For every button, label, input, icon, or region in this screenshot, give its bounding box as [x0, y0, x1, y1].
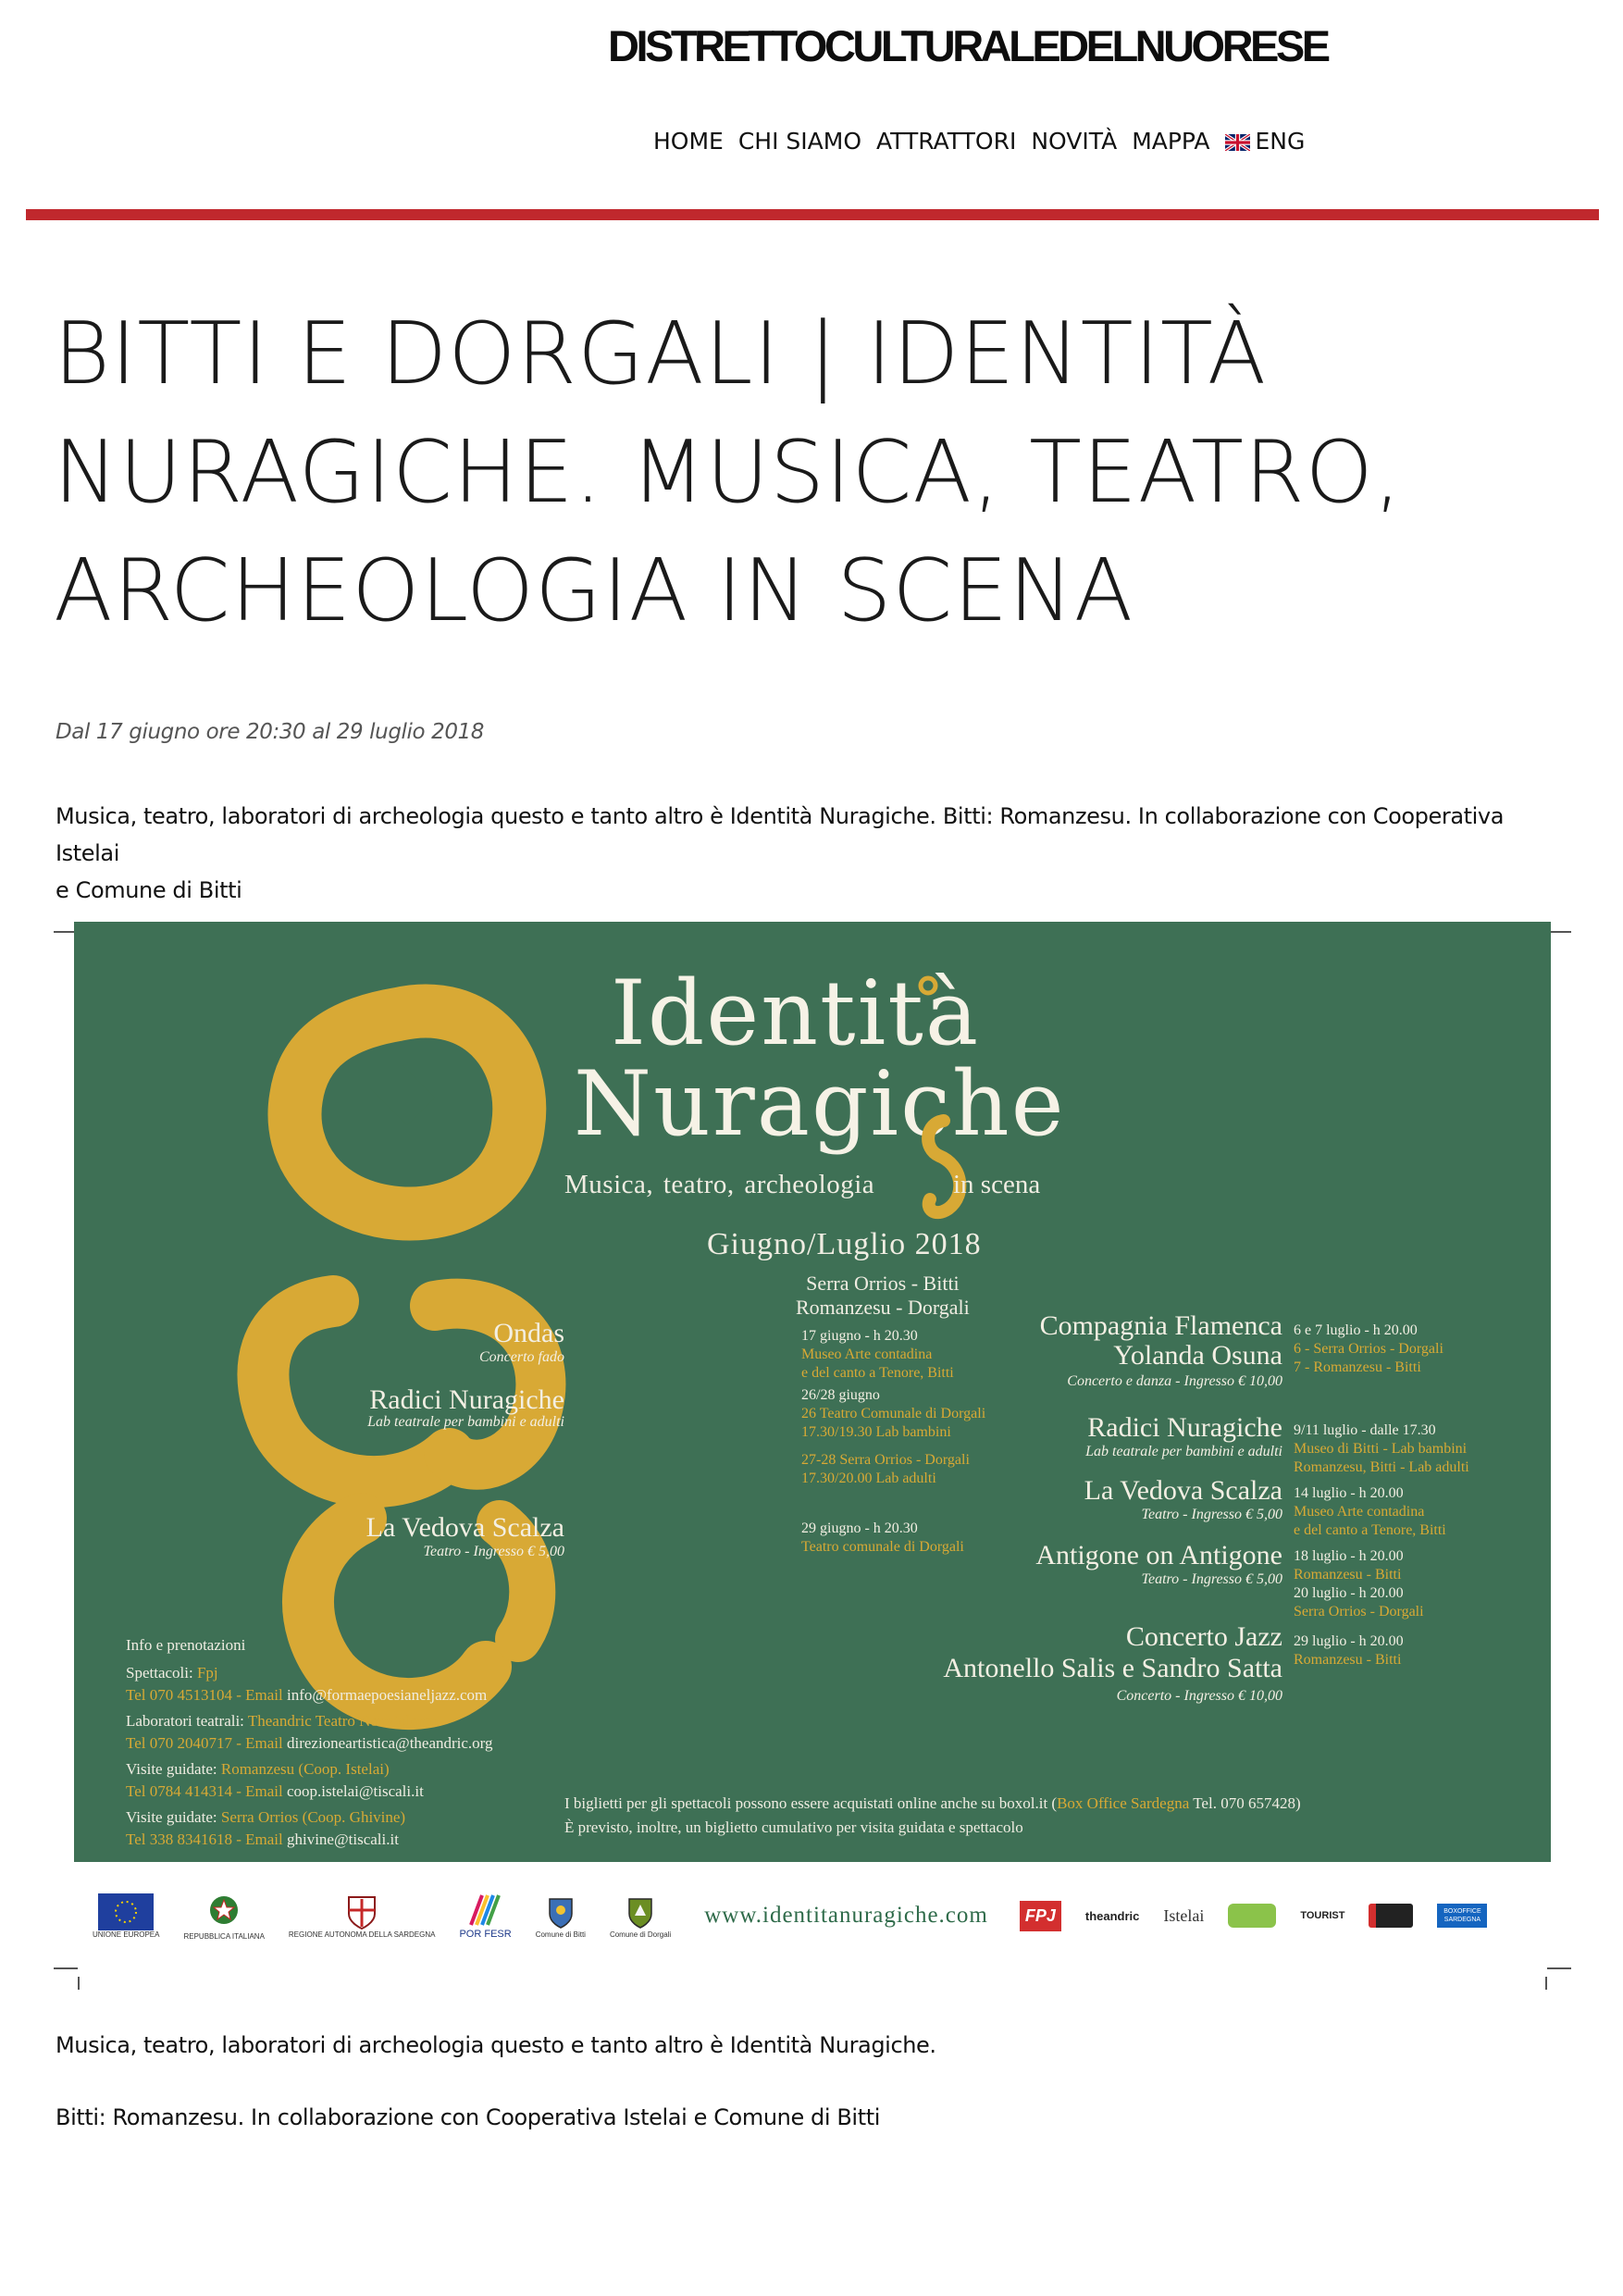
event-note: Lab teatrale per bambini e adulti — [1085, 1444, 1282, 1459]
comune-dorgali-logo — [610, 1893, 671, 1939]
italy-emblem-icon — [205, 1892, 242, 1932]
article-intro-line: e Comune di Bitti — [56, 877, 242, 903]
logo-caption: REPUBBLICA ITALIANA — [183, 1931, 265, 1941]
poster-artwork — [74, 922, 1551, 1862]
por-fesr-icon — [465, 1892, 506, 1929]
logo-caption: Istelai — [1163, 1905, 1205, 1925]
info-value: Fpj — [196, 1664, 218, 1682]
event-details — [801, 1520, 964, 1557]
fpj-logo — [1020, 1901, 1061, 1931]
poster-place: Serra Orrios - Bitti — [806, 1272, 960, 1295]
tickets-phone: Tel. 070 657428) — [1189, 1794, 1301, 1812]
info-value: Theandric Teatro Nonviolento — [247, 1712, 439, 1730]
poster-title — [574, 962, 1066, 1156]
crop-mark — [54, 1967, 78, 1969]
logo-caption: UNIONE EUROPEA — [93, 1930, 160, 1939]
logo-caption: TOURIST — [1300, 1910, 1345, 1921]
info-label: Laboratori teatrali: — [126, 1712, 248, 1730]
event-detail: 7 - Romanzesu - Bitti — [1294, 1359, 1421, 1375]
site-title[interactable]: DISTRETTOCULTURALEDELNUORESE — [608, 21, 1328, 70]
event-detail: e del canto a Tenore, Bitti — [801, 1365, 954, 1381]
tickets-text: I biglietti per gli spettacoli possono essere acquistati online anche su boxol.it ( — [564, 1794, 1058, 1812]
event-details — [1294, 1484, 1446, 1540]
nav-language-label: ENG — [1255, 128, 1306, 155]
event-note: Teatro - Ingresso € 5,00 — [1141, 1571, 1282, 1587]
event-name: Concerto Jazz — [1125, 1621, 1282, 1652]
eu-flag-icon — [98, 1893, 154, 1930]
event-detail: Museo Arte contadina — [801, 1347, 933, 1362]
radio-logo — [1369, 1904, 1413, 1928]
istelai-logo — [1163, 1906, 1204, 1926]
article-title — [54, 294, 1534, 650]
info-value: Serra Orrios (Coop. Ghivine) — [220, 1808, 406, 1826]
event-detail: Museo di Bitti - Lab bambini — [1294, 1441, 1468, 1457]
event-details — [1294, 1547, 1424, 1621]
poster-period: Giugno/Luglio 2018 — [707, 1227, 982, 1261]
event-detail: 6 e 7 luglio - h 20.00 — [1294, 1322, 1418, 1338]
info-label: Visite guidate: — [126, 1760, 221, 1778]
event-detail: 17 giugno - h 20.30 — [801, 1328, 918, 1344]
poster-places — [796, 1272, 970, 1320]
sponsor-logos — [93, 1879, 1536, 1953]
event-detail: Teatro comunale di Dorgali — [801, 1539, 964, 1555]
event-note: Lab teatrale per bambini e adulti — [367, 1414, 564, 1430]
article-intro-line: Musica, teatro, laboratori di archeologia questo e tanto altro è Identità Nuragiche. Bitti: Romanzesu. In collaborazione con Cooperativa Istelai — [56, 803, 1505, 866]
event-detail: Museo Arte contadina — [1294, 1504, 1425, 1520]
event-note: Concerto fado — [479, 1349, 564, 1365]
logo-caption: REGIONE AUTONOMA DELLA SARDEGNA — [288, 1930, 436, 1939]
event-name: La Vedova Scalza — [365, 1512, 564, 1543]
nav-mappa[interactable]: MAPPA — [1132, 128, 1210, 155]
event-name: Radici Nuragiche — [1087, 1412, 1282, 1443]
poster-tickets — [564, 1792, 1301, 1840]
info-value: info@formaepoesianeljazz.com — [286, 1686, 488, 1704]
nav-language[interactable] — [1225, 128, 1306, 155]
boxoffice-logo — [1437, 1904, 1487, 1928]
event-detail: 18 luglio - h 20.00 — [1294, 1548, 1404, 1564]
event-note: Concerto - Ingresso € 10,00 — [1116, 1688, 1282, 1704]
logo-caption: Comune di Dorgali — [609, 1930, 672, 1939]
event-details — [1294, 1322, 1443, 1377]
event-name: Radici Nuragiche — [369, 1384, 564, 1415]
dorgali-crest-icon — [626, 1893, 655, 1930]
article-title-line: BITTI E DORGALI | IDENTITÀ — [54, 304, 1268, 403]
article-intro — [56, 798, 1573, 909]
event-detail: 9/11 luglio - dalle 17.30 — [1294, 1422, 1436, 1438]
main-nav — [653, 128, 1319, 155]
event-note: Concerto e danza - Ingresso € 10,00 — [1067, 1373, 1282, 1389]
logo-caption: POR FESR — [459, 1929, 512, 1940]
event-dates: Dal 17 giugno ore 20:30 al 29 luglio 2018 — [56, 720, 485, 744]
info-label: Tel 0784 414314 - Email — [126, 1782, 287, 1800]
logo-caption: Comune di Bitti — [535, 1930, 586, 1939]
header-divider — [26, 209, 1599, 220]
theandric-logo — [1085, 1909, 1140, 1923]
radio-badge — [1369, 1904, 1413, 1928]
event-name: Compagnia Flamenca — [1039, 1310, 1282, 1341]
event-detail: Romanzesu - Bitti — [1294, 1567, 1402, 1582]
info-value: Romanzesu (Coop. Istelai) — [220, 1760, 390, 1778]
event-name: Yolanda Osuna — [1113, 1340, 1282, 1371]
green-partner-logo — [1228, 1904, 1276, 1928]
por-fesr-logo — [459, 1892, 511, 1940]
event-details — [801, 1327, 954, 1383]
crop-mark — [1545, 1977, 1547, 1990]
info-label: Visite guidate: — [126, 1808, 221, 1826]
article-title-line: NURAGICHE. MUSICA, TEATRO, — [54, 422, 1403, 522]
sardinia-logo — [289, 1893, 436, 1939]
event-detail: 26/28 giugno — [801, 1387, 880, 1403]
event-detail: 20 luglio - h 20.00 — [1294, 1585, 1404, 1601]
event-details — [1294, 1421, 1469, 1477]
event-detail: Romanzesu - Bitti — [1294, 1652, 1402, 1668]
event-detail: 29 giugno - h 20.30 — [801, 1520, 918, 1536]
event-note: Teatro - Ingresso € 5,00 — [1141, 1507, 1282, 1522]
event-detail: e del canto a Tenore, Bitti — [1294, 1522, 1446, 1538]
tourist-logo — [1300, 1910, 1344, 1921]
event-details — [801, 1386, 985, 1488]
event-detail: 6 - Serra Orrios - Dorgali — [1294, 1341, 1443, 1357]
uk-flag-icon — [1225, 134, 1250, 151]
info-label: Tel 338 8341618 - Email — [126, 1831, 287, 1848]
article-paragraph: Musica, teatro, laboratori di archeologia questo e tanto altro è Identità Nuragiche. — [56, 2032, 936, 2058]
poster-website-link[interactable]: www.identitanuragiche.com — [704, 1903, 988, 1928]
tickets-note: È previsto, inoltre, un biglietto cumulativo per visita guidata e spettacolo — [564, 1818, 1023, 1836]
poster-g-ornament — [911, 1111, 976, 1222]
bitti-crest-icon — [546, 1893, 576, 1930]
event-detail: 26 Teatro Comunale di Dorgali — [801, 1406, 986, 1421]
nav-home[interactable]: HOME — [653, 128, 724, 155]
event-detail: 27-28 Serra Orrios - Dorgali — [801, 1452, 970, 1468]
event-detail: Romanzesu, Bitti - Lab adulti — [1294, 1459, 1469, 1475]
comune-bitti-logo — [536, 1893, 586, 1939]
poster-info — [126, 1634, 493, 1851]
poster-title-ornament — [916, 974, 940, 998]
event-name: La Vedova Scalza — [1084, 1475, 1282, 1506]
info-label: Tel 070 4513104 - Email — [126, 1686, 287, 1704]
crop-mark — [78, 1977, 80, 1990]
info-label: Tel 070 2040717 - Email — [126, 1734, 287, 1752]
poster-title-line: Nuragiche — [574, 1052, 1066, 1156]
event-detail: Serra Orrios - Dorgali — [1294, 1604, 1424, 1620]
eu-logo — [93, 1893, 159, 1939]
green-partner-badge — [1228, 1904, 1276, 1928]
nav-attrattori[interactable]: ATTRATTORI — [876, 128, 1017, 155]
event-name: Antigone on Antigone — [1035, 1540, 1282, 1570]
sardinia-crest-icon — [345, 1893, 378, 1930]
nav-chi-siamo[interactable]: CHI SIAMO — [737, 128, 862, 155]
logo-caption: FPJ — [1020, 1901, 1061, 1931]
event-note: Teatro - Ingresso € 5,00 — [423, 1544, 564, 1559]
info-value: coop.istelai@tiscali.it — [286, 1782, 424, 1800]
event-name: Ondas — [493, 1318, 564, 1348]
event-detail: 29 luglio - h 20.00 — [1294, 1633, 1404, 1649]
info-value: direzioneartistica@theandric.org — [286, 1734, 493, 1752]
info-heading: Info e prenotazioni — [126, 1636, 246, 1654]
crop-mark — [1547, 1967, 1571, 1969]
logo-caption: theandric — [1084, 1908, 1140, 1923]
logo-caption: BOXOFFICE SARDEGNA — [1437, 1904, 1487, 1928]
article-paragraph: Bitti: Romanzesu. In collaborazione con Cooperativa Istelai e Comune di Bitti — [56, 2104, 880, 2130]
poster-subtitle-end: in scena — [953, 1170, 1041, 1199]
italy-logo — [183, 1892, 264, 1941]
event-name: Antonello Salis e Sandro Satta — [943, 1653, 1282, 1683]
event-details — [1294, 1632, 1404, 1669]
article-title-line: ARCHEOLOGIA IN SCENA — [54, 540, 1134, 640]
poster-place: Romanzesu - Dorgali — [796, 1296, 970, 1319]
nav-novita[interactable]: NOVITÀ — [1031, 128, 1118, 155]
event-detail: 14 luglio - h 20.00 — [1294, 1485, 1404, 1501]
tickets-box-office: Box Office Sardegna — [1057, 1794, 1190, 1812]
event-detail: 17.30/19.30 Lab bambini — [801, 1424, 951, 1440]
info-label: Spettacoli: — [126, 1664, 197, 1682]
poster-title-line: Identità — [611, 962, 981, 1065]
poster-subtitle: Musica, teatro, archeologia — [564, 1170, 875, 1199]
event-detail: 17.30/20.00 Lab adulti — [801, 1471, 936, 1486]
info-value: ghivine@tiscali.it — [286, 1831, 399, 1848]
